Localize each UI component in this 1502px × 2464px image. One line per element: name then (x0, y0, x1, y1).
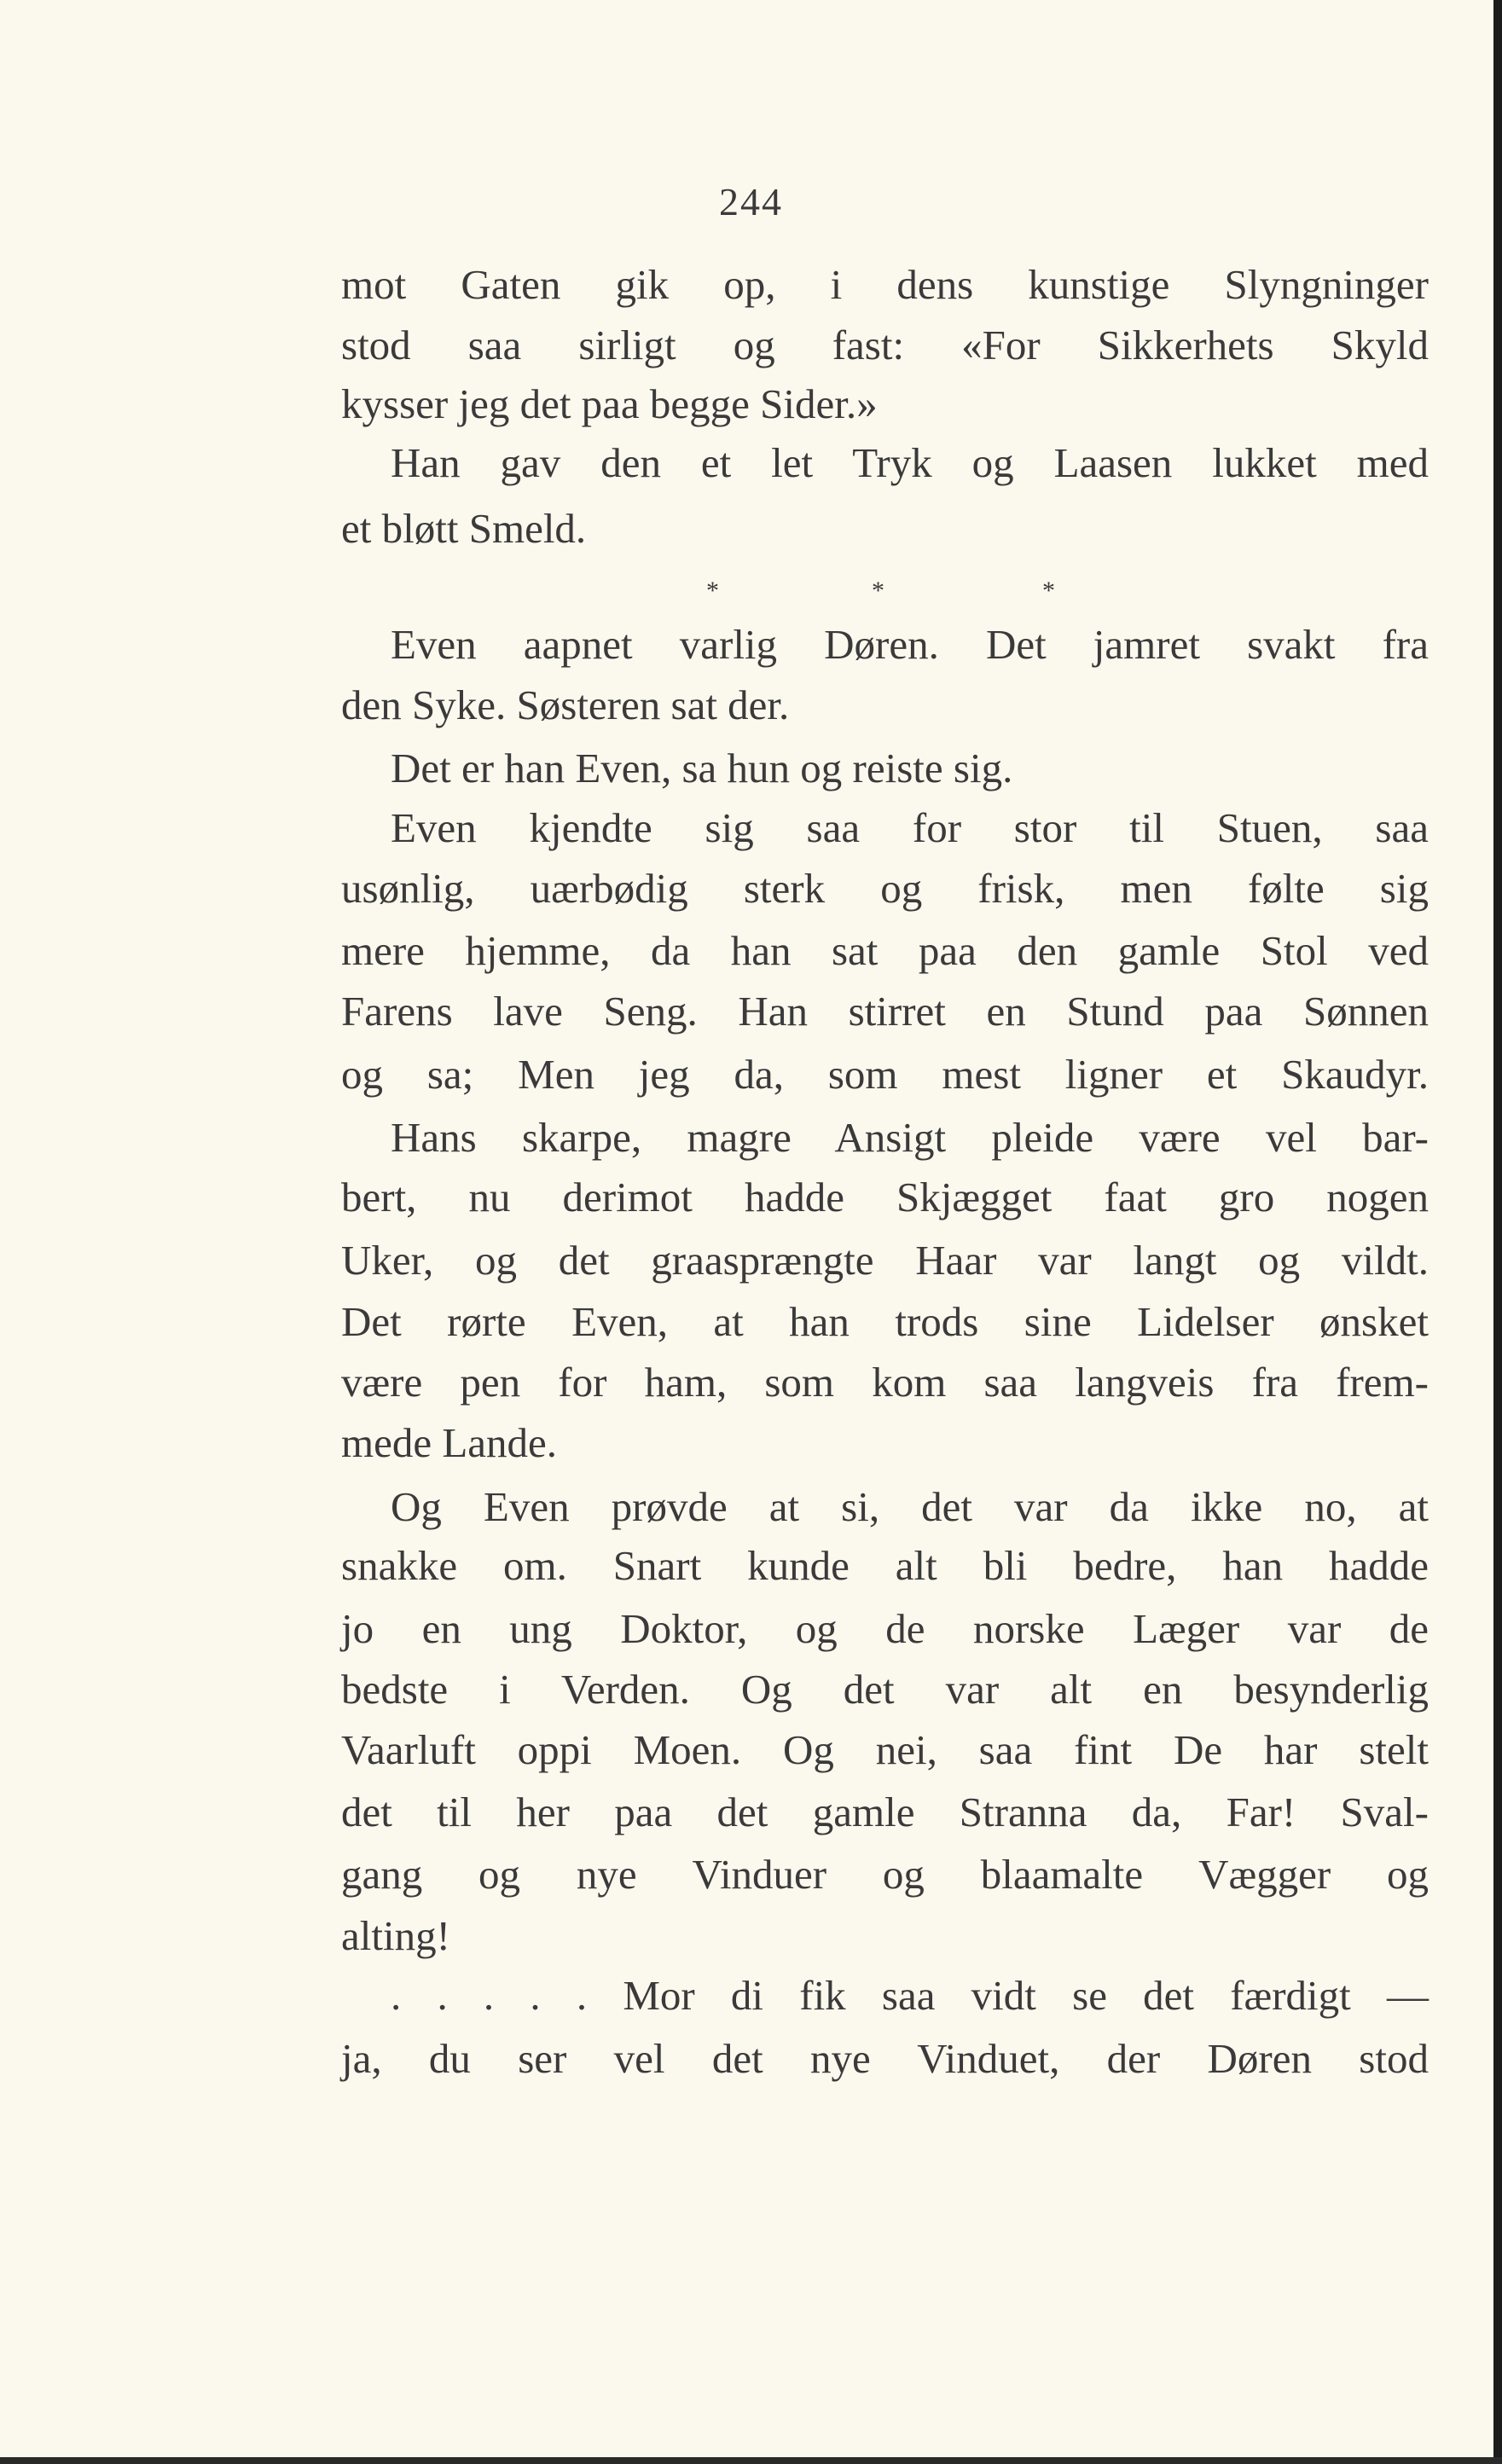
text-line: alting! (341, 1912, 450, 1959)
text-line: Og Even prøvde at si, det var da ikke no, at (391, 1483, 1429, 1530)
section-break-asterisk: * (1042, 577, 1055, 605)
text-line: Det er han Even, sa hun og reiste sig. (391, 745, 1013, 791)
text-line: Han gav den et let Tryk og Laasen lukket med (391, 439, 1429, 486)
page-bottom-edge (0, 2457, 1502, 2464)
text-line: gang og nye Vinduer og blaamalte Vægger og (341, 1851, 1429, 1898)
text-line: mere hjemme, da han sat paa den gamle Stol ved (341, 927, 1429, 974)
text-line: Det rørte Even, at han trods sine Lidelser ønsket (341, 1298, 1429, 1345)
text-line: bedste i Verden. Og det var alt en besynderlig (341, 1666, 1429, 1713)
text-line: bert, nu derimot hadde Skjægget faat gro nogen (341, 1174, 1429, 1220)
text-line: kysser jeg det paa begge Sider.» (341, 380, 878, 427)
section-break-asterisk: * (706, 577, 719, 605)
text-line: og sa; Men jeg da, som mest ligner et Skaudyr. (341, 1051, 1429, 1098)
text-line: Hans skarpe, magre Ansigt pleide være vel bar- (391, 1114, 1429, 1161)
text-line: usønlig, uærbødig sterk og frisk, men følte sig (341, 865, 1429, 912)
text-line: være pen for ham, som kom saa langveis fra frem- (341, 1359, 1429, 1406)
text-line: den Syke. Søsteren sat der. (341, 681, 790, 728)
text-line: snakke om. Snart kunde alt bli bedre, han hadde (341, 1542, 1429, 1589)
text-line: stod saa sirligt og fast: «For Sikkerhets Skyld (341, 322, 1429, 368)
section-break-asterisk: * (872, 577, 884, 605)
text-line: mede Lande. (341, 1419, 558, 1466)
text-line: ja, du ser vel det nye Vinduet, der Døren stod (341, 2035, 1429, 2082)
text-line: mot Gaten gik op, i dens kunstige Slyngninger (341, 261, 1429, 308)
text-line: et bløtt Smeld. (341, 505, 587, 552)
page-number: 244 (719, 180, 783, 223)
text-line: Even aapnet varlig Døren. Det jamret svakt fra (391, 621, 1429, 668)
text-line: Even kjendte sig saa for stor til Stuen, saa (391, 804, 1429, 851)
text-line: Farens lave Seng. Han stirret en Stund paa Sønnen (341, 988, 1429, 1035)
text-line: Vaarluft oppi Moen. Og nei, saa fint De har stelt (341, 1726, 1429, 1773)
text-line: jo en ung Doktor, og de norske Læger var de (341, 1605, 1429, 1652)
page-edge-shadow (1493, 0, 1502, 2464)
text-line: . . . . . Mor di fik saa vidt se det færdigt — (391, 1972, 1429, 2019)
text-line: Uker, og det graasprængte Haar var langt og vildt. (341, 1237, 1429, 1284)
section-break (0, 570, 1502, 612)
text-line: det til her paa det gamle Stranna da, Far! Sval- (341, 1789, 1429, 1835)
